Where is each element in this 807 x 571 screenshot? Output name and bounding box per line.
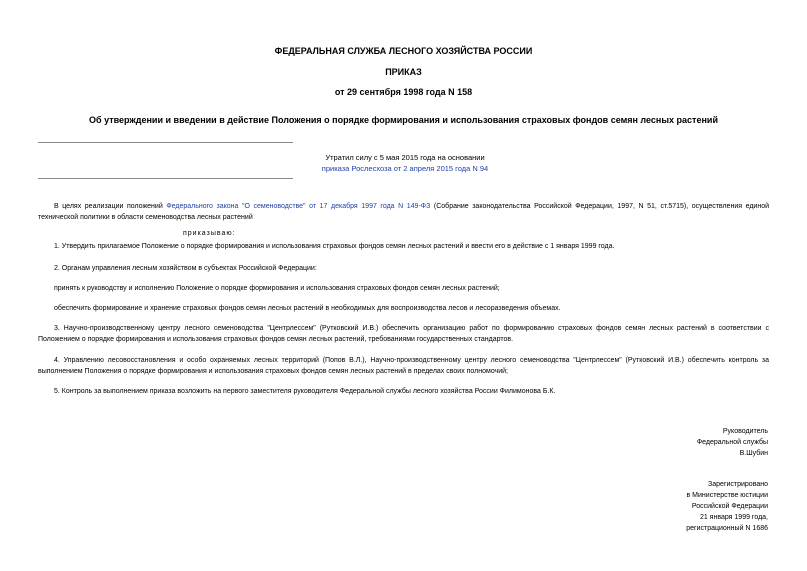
signature-line-1: Руководитель <box>722 428 768 435</box>
paragraph-2b: обеспечить формирование и хранение страховых фондов семян лесных растений в необходимых для воспроизводства лесов и лесоразведения объемах. <box>54 305 561 312</box>
status-link[interactable]: приказа Рослесхоза от 2 апреля 2015 года N 94 <box>321 164 489 173</box>
paragraph-1: 1. Утвердить прилагаемое Положение о порядке формирования и использования страховых фондов семян лесных растений и ввести его в действие с 1 января 1999 года. <box>54 243 615 250</box>
signature-block <box>697 426 768 459</box>
separator-bottom <box>38 178 293 179</box>
doc-date-number: от 29 сентября 1998 года N 158 <box>334 87 473 97</box>
paragraph-5: 5. Контроль за выполнением приказа возложить на первого заместителя руководителя Федеральной службы лесного хозяйства России Филимонова Б.К. <box>54 388 556 395</box>
doc-type: ПРИКАЗ <box>385 67 422 77</box>
registration-line-5: регистрационный N 1686 <box>686 525 768 532</box>
paragraph-4: 4. Управлению лесовосстановления и особо охраняемых лесных территорий (Попов В.Л.), Научно-производственному центру лесного семеноводства "Центрлессем" (Рутковский И.В.) обеспечить контроль за выполнением Положения о порядке формирования и использования страховых фондов семян лесных растений в пределах своих полномочий; <box>38 357 769 375</box>
intro-suffix: (Собрание законодательства Российской Федерации, 1997, N 51, ст.5715), осуществления единой технической политики в области семеноводства лесных растений <box>38 203 769 221</box>
federal-law-link[interactable]: Федерального закона "О семеноводстве" от 17 декабря 1997 года N 149-ФЗ <box>166 203 431 210</box>
separator-top <box>38 142 293 143</box>
paragraph-3: 3. Научно-производственному центру лесного семеноводства "Центрлессем" (Рутковский И.В.) обеспечить организацию работ по формированию страховых фондов семян лесных растений в соответствии с Положением о порядке формирования и использования страховых фондов семян лесных растений, требованиями государственных стандартов. <box>38 325 769 343</box>
status-line: Утратил силу с 5 мая 2015 года на основании <box>325 153 485 162</box>
signature-line-3: В.Шубин <box>739 450 768 457</box>
registration-line-3: Российской Федерации <box>691 503 768 510</box>
registration-line-4: 21 января 1999 года, <box>699 514 768 521</box>
registration-line-2: в Министерстве юстиции <box>686 492 768 499</box>
paragraph-2a: принять к руководству и исполнению Положение о порядке формирования и использования страховых фондов семян лесных растений; <box>54 285 500 292</box>
prikazyvayu: приказываю: <box>183 230 236 237</box>
status-note <box>300 152 510 174</box>
paragraph-2: 2. Органам управления лесным хозяйством в субъектах Российской Федерации: <box>54 265 317 272</box>
registration-line-1: Зарегистрировано <box>708 481 768 488</box>
intro-paragraph <box>38 201 769 223</box>
doc-title: Об утверждении и введении в действие Положения о порядке формирования и использования страховых фондов семян лесных растений <box>89 115 718 125</box>
intro-prefix: В целях реализации положений <box>54 203 167 210</box>
agency-name: ФЕДЕРАЛЬНАЯ СЛУЖБА ЛЕСНОГО ХОЗЯЙСТВА РОССИИ <box>274 46 533 56</box>
registration-block <box>686 479 768 534</box>
signature-line-2: Федеральной службы <box>696 439 768 446</box>
